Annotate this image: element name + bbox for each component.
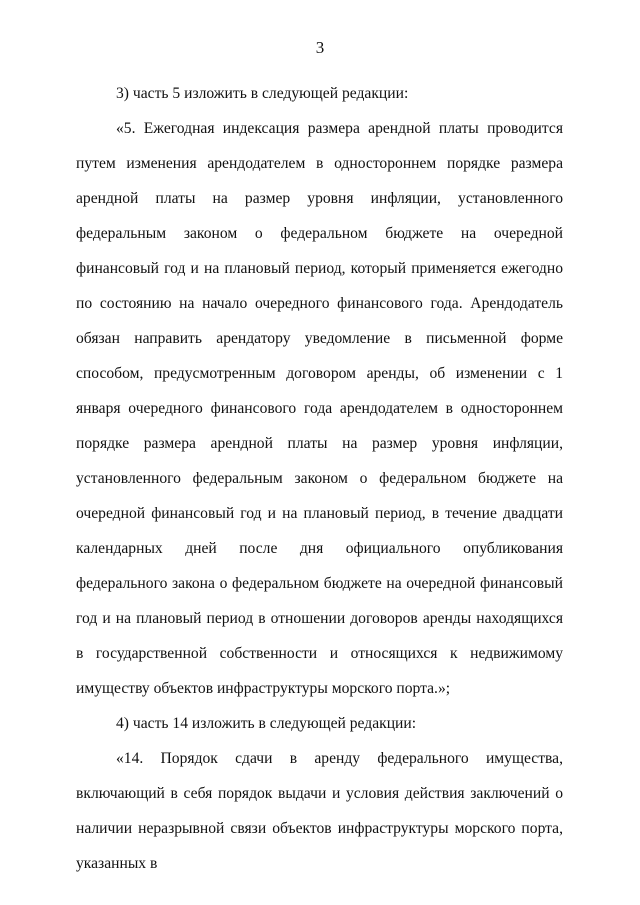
paragraph-item-4-heading: 4) часть 14 изложить в следующей редакции: — [116, 715, 417, 732]
paragraph-part-14-text: «14. Порядок сдачи в аренду федерального имущества, включающий в себя порядок выдачи и условия действия заключений о наличии неразрывной связи объектов инфраструктуры морского порта, указанных в — [76, 750, 563, 872]
paragraph-part-5-text: «5. Ежегодная индексация размера арендной платы проводится путем изменения арендодателем в одностороннем порядке размера арендной платы на размер уровня инфляции, установленного федеральным законом о федеральном бюджете на очередной финансовый год и на плановый период, который применяется ежегодно по состоянию на начало очередного финансового года. Арендодатель обязан направить арендатору уведомление в письменной форме способом, предусмотренным договором аренды, об изменении с 1 января очередного финансового года арендодателем в одностороннем порядке размера арендной платы на размер уровня инфляции, установленного федеральным законом о федеральном бюджете на очередной финансовый год и на плановый период, в течение двадцати календарных дней после дня официального опубликования федерального закона о федеральном бюджете на очередной финансовый год и на плановый период в отношении договоров аренды находящихся в государственной собственности и относящихся к недвижимому имуществу объектов инфраструктуры морского порта.»; — [76, 120, 563, 697]
page-number: 3 — [315, 38, 325, 57]
document-body — [76, 76, 563, 881]
paragraph-item-3-heading: 3) часть 5 изложить в следующей редакции: — [116, 85, 409, 102]
